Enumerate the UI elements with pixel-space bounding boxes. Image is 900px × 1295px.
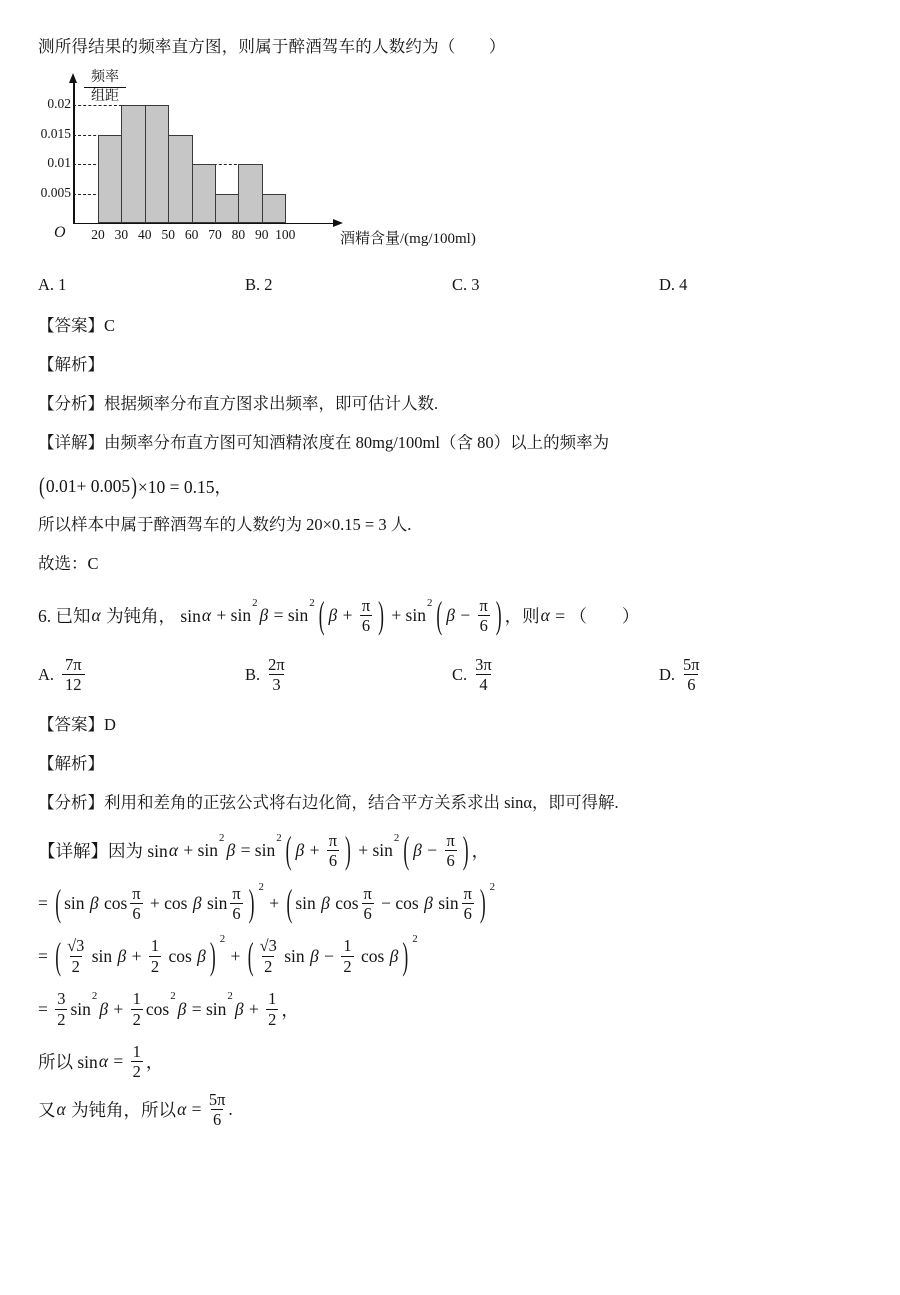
math-text: + bbox=[264, 893, 284, 914]
exponent: 2 bbox=[489, 880, 496, 893]
math-variable: α bbox=[91, 605, 101, 626]
q5-choice: 故选：C bbox=[38, 554, 99, 573]
math-variable: α bbox=[168, 840, 178, 861]
fraction-denominator: 2 bbox=[57, 1009, 66, 1029]
q6-step2 bbox=[38, 933, 860, 977]
math-text: sin bbox=[433, 893, 459, 914]
parenthesis: ( bbox=[436, 593, 443, 637]
q6-option-b bbox=[245, 655, 452, 696]
math-text: − bbox=[319, 945, 339, 966]
math-text: sin bbox=[202, 893, 228, 914]
fraction bbox=[131, 1042, 143, 1082]
x-tick-100: 100 bbox=[275, 227, 296, 242]
q6-option-c-label: C. bbox=[452, 664, 468, 684]
q5-analysis: 【分析】根据频率分布直方图求出频率，即可估计人数. bbox=[38, 394, 439, 413]
fraction-denominator: 6 bbox=[446, 851, 455, 871]
x-tick-30: 30 bbox=[114, 227, 129, 242]
q6-option-d-fraction: $\frac{5\pi}{6}$ bbox=[683, 654, 700, 695]
fraction-denominator: 2 bbox=[343, 956, 352, 976]
exponent: 2 bbox=[91, 990, 98, 1003]
fraction-numerator: 5π bbox=[208, 1089, 226, 1109]
q6-analysis-header: 【解析】 bbox=[38, 753, 104, 773]
math-text: = bbox=[38, 945, 53, 966]
fraction-numerator: √3 bbox=[67, 936, 85, 956]
parenthesis: ) bbox=[248, 880, 255, 924]
math-variable: β bbox=[446, 605, 455, 626]
fraction-numerator: π bbox=[132, 883, 141, 903]
q6-option-d-label: D. bbox=[659, 664, 676, 684]
math-text: cos bbox=[145, 998, 170, 1019]
fraction-denominator: 6 bbox=[361, 616, 371, 636]
q6-detail bbox=[38, 828, 860, 872]
fraction bbox=[478, 596, 490, 636]
fraction-denominator: 6 bbox=[463, 904, 472, 924]
fraction bbox=[362, 884, 374, 924]
fraction-numerator: π bbox=[479, 596, 488, 615]
x-tick-90: 90 bbox=[255, 227, 269, 242]
q5-option-b: B. 2 bbox=[245, 275, 273, 294]
y-tick-0.02: 0.02 bbox=[47, 96, 71, 111]
math-variable: β bbox=[226, 840, 236, 861]
q5-formula bbox=[38, 471, 860, 501]
math-variable: β bbox=[321, 893, 330, 914]
y-axis-label-numerator: 频率 bbox=[91, 70, 119, 85]
exponent: 2 bbox=[393, 831, 400, 844]
fraction-numerator: 1 bbox=[132, 989, 141, 1009]
y-axis-label-denominator: 组距 bbox=[84, 87, 126, 106]
q5-answer: 【答案】C bbox=[38, 316, 116, 335]
fraction-numerator: π bbox=[328, 830, 338, 850]
q6-step1 bbox=[38, 880, 860, 924]
math-text: + sin bbox=[386, 605, 426, 626]
q6-option-c-fraction: $\frac{3\pi}{4}$ bbox=[475, 654, 492, 695]
math-variable: β bbox=[328, 605, 338, 626]
math-text: + sin bbox=[353, 840, 393, 861]
math-text: − bbox=[455, 605, 475, 626]
y-tick-0.015: 0.015 bbox=[40, 125, 71, 141]
fraction-numerator: π bbox=[463, 883, 472, 903]
x-tick-50: 50 bbox=[161, 227, 175, 242]
parenthesis: ( bbox=[55, 933, 62, 977]
frequency-histogram bbox=[38, 70, 508, 259]
x-axis-arrow-icon bbox=[333, 219, 343, 227]
q5-option-c: C. 3 bbox=[452, 275, 480, 294]
parenthesis: ( bbox=[403, 828, 410, 872]
math-variable: β bbox=[259, 605, 269, 626]
fraction bbox=[327, 831, 339, 871]
x-tick-60: 60 bbox=[184, 227, 199, 242]
exponent: 2 bbox=[219, 933, 226, 946]
math-text: 【详解】因为 sin bbox=[38, 841, 168, 862]
parenthesis: ) bbox=[462, 828, 469, 872]
parenthesis: ( bbox=[55, 880, 62, 924]
fraction-denominator: 2 bbox=[264, 956, 273, 976]
q6-option-d bbox=[659, 655, 700, 696]
fraction-numerator: π bbox=[363, 883, 372, 903]
parenthesis: ( bbox=[285, 828, 292, 872]
fraction bbox=[260, 936, 277, 976]
math-text: sin bbox=[87, 945, 117, 966]
fraction bbox=[266, 989, 278, 1029]
histogram-bar-70-80 bbox=[215, 194, 240, 224]
question6-stem bbox=[38, 593, 860, 637]
q6-option-a bbox=[38, 655, 245, 696]
exponent: 2 bbox=[276, 831, 282, 844]
fraction-numerator: π bbox=[232, 883, 241, 903]
fraction bbox=[230, 884, 242, 924]
histogram-bar-50-60 bbox=[168, 135, 193, 224]
parenthesis: ) bbox=[378, 593, 384, 637]
math-variable: α bbox=[201, 605, 212, 626]
q5-analysis-header: 【解析】 bbox=[38, 355, 104, 374]
fraction-denominator: 2 bbox=[71, 956, 80, 976]
origin-label: O bbox=[54, 224, 66, 241]
fraction-denominator: 6 bbox=[232, 904, 241, 924]
math-variable: β bbox=[413, 840, 422, 861]
histogram-bar-30-40 bbox=[121, 105, 146, 223]
fraction-denominator: 2 bbox=[132, 1062, 141, 1082]
fraction-denominator: 6 bbox=[363, 904, 372, 924]
math-text: + bbox=[244, 998, 264, 1019]
fraction-denominator: 6 bbox=[213, 1110, 222, 1130]
math-text: 为钝角， sin bbox=[101, 606, 201, 627]
math-text: − cos bbox=[376, 893, 424, 914]
exponent: 2 bbox=[309, 597, 315, 609]
math-text: sin bbox=[64, 893, 89, 914]
math-text: ，则 bbox=[504, 606, 540, 627]
x-tick-40: 40 bbox=[138, 227, 152, 242]
fraction-numerator: 1 bbox=[132, 1042, 141, 1062]
question5-stem: 测所得结果的频率直方图，则属于醉酒驾车的人数约为（ ） bbox=[38, 37, 506, 56]
math-text: = bbox=[38, 998, 53, 1019]
math-text: + bbox=[338, 605, 357, 626]
math-text: . bbox=[228, 1099, 233, 1120]
fraction-numerator: 1 bbox=[150, 936, 160, 956]
math-variable: β bbox=[197, 945, 206, 966]
parenthesis: ( bbox=[247, 933, 254, 977]
math-variable: β bbox=[234, 998, 244, 1019]
histogram-bar-80-90 bbox=[238, 164, 263, 223]
q5-detail: 【详解】由频率分布直方图可知酒精浓度在 80mg/100ml（含 80）以上的频率为 bbox=[38, 433, 610, 452]
math-variable: β bbox=[295, 840, 305, 861]
y-axis-arrow-icon bbox=[69, 73, 77, 83]
x-axis-label: 酒精含量/(mg/100ml) bbox=[340, 231, 476, 247]
math-text: + bbox=[226, 945, 245, 966]
math-text: = sin bbox=[269, 605, 309, 626]
math-text: = bbox=[187, 1099, 206, 1120]
parenthesis: ( bbox=[39, 471, 45, 500]
math-variable: α bbox=[540, 605, 550, 626]
math-variable: β bbox=[89, 893, 99, 914]
histogram-bar-60-70 bbox=[192, 164, 217, 223]
math-text: = bbox=[38, 893, 53, 914]
fraction-numerator: 1 bbox=[268, 989, 277, 1009]
math-text: + sin bbox=[212, 605, 252, 626]
math-text: + bbox=[305, 840, 324, 861]
parenthesis: ) bbox=[131, 471, 137, 500]
parenthesis: ) bbox=[345, 828, 351, 872]
fraction-denominator: 6 bbox=[132, 904, 141, 924]
parenthesis: ) bbox=[402, 933, 409, 977]
math-text: cos bbox=[356, 945, 389, 966]
q5-option-d: D. 4 bbox=[659, 275, 688, 294]
math-text: + cos bbox=[145, 893, 192, 914]
exponent: 2 bbox=[219, 831, 225, 844]
q6-options-row bbox=[38, 652, 860, 698]
exponent: 2 bbox=[252, 597, 258, 609]
q5-options-row bbox=[38, 275, 860, 295]
parenthesis: ) bbox=[495, 593, 502, 637]
fraction bbox=[445, 831, 457, 871]
math-text: 6. 已知 bbox=[38, 606, 91, 627]
math-text: cos bbox=[164, 945, 197, 966]
math-text: + bbox=[109, 998, 128, 1019]
fraction bbox=[130, 884, 142, 924]
y-tick-0.005: 0.005 bbox=[40, 184, 71, 200]
histogram-bar-90-100 bbox=[262, 194, 287, 224]
q6-step3 bbox=[38, 989, 860, 1029]
q6-step4 bbox=[38, 1042, 860, 1082]
q6-option-b-label: B. bbox=[245, 664, 261, 684]
histogram-bar-40-50 bbox=[145, 105, 170, 223]
fraction bbox=[131, 989, 143, 1029]
fraction bbox=[67, 936, 84, 976]
math-text: cos bbox=[99, 893, 128, 914]
x-tick-80: 80 bbox=[231, 227, 246, 242]
histogram-bar-20-30 bbox=[98, 135, 123, 224]
fraction-denominator: 2 bbox=[268, 1009, 277, 1029]
parenthesis: ) bbox=[479, 880, 486, 924]
math-variable: α bbox=[56, 1099, 66, 1120]
parenthesis: ( bbox=[286, 880, 293, 924]
math-variable: α bbox=[98, 1051, 108, 1072]
fraction bbox=[360, 596, 372, 636]
math-text: cos bbox=[330, 893, 359, 914]
math-text: = sin bbox=[236, 840, 276, 861]
math-text: 0.01+ 0.005 bbox=[45, 475, 131, 496]
fraction-numerator: √3 bbox=[259, 936, 277, 956]
y-axis-label bbox=[84, 69, 126, 106]
math-text: + bbox=[127, 945, 146, 966]
math-text: ×10 = 0.15， bbox=[137, 476, 233, 497]
q6-option-b-fraction: $\frac{2\pi}{3}$ bbox=[268, 654, 285, 695]
math-variable: β bbox=[310, 945, 319, 966]
q6-analysis: 【分析】利用和差角的正弦公式将右边化简，结合平方关系求出 sinα，即可得解. bbox=[38, 792, 619, 812]
math-variable: β bbox=[99, 998, 109, 1019]
math-variable: β bbox=[117, 945, 127, 966]
math-variable: β bbox=[192, 893, 202, 914]
q6-option-a-label: A. bbox=[38, 664, 55, 684]
fraction-denominator: 2 bbox=[132, 1009, 141, 1029]
fraction bbox=[209, 1090, 226, 1130]
math-text: 所以 sin bbox=[38, 1052, 98, 1073]
math-text: sin bbox=[279, 945, 310, 966]
exponent: 2 bbox=[412, 933, 418, 946]
math-text: sin bbox=[295, 893, 321, 914]
fraction-denominator: 6 bbox=[328, 851, 338, 871]
math-text: 又 bbox=[38, 1100, 56, 1121]
parenthesis: ( bbox=[318, 593, 325, 637]
y-axis bbox=[73, 82, 75, 224]
exponent: 2 bbox=[426, 597, 433, 609]
x-tick-20: 20 bbox=[91, 227, 105, 242]
math-text: ， bbox=[281, 999, 299, 1020]
math-text: = （ ） bbox=[550, 606, 640, 627]
y-tick-0.01: 0.01 bbox=[47, 155, 71, 170]
q5-conclusion: 所以样本中属于醉酒驾车的人数约为 20×0.15 = 3 人. bbox=[38, 515, 412, 534]
fraction-denominator: 6 bbox=[479, 616, 488, 636]
fraction bbox=[462, 884, 474, 924]
math-text: ， bbox=[145, 1052, 164, 1073]
math-variable: β bbox=[424, 893, 433, 914]
fraction-numerator: π bbox=[361, 596, 371, 615]
math-variable: β bbox=[177, 998, 187, 1019]
exponent: 2 bbox=[170, 990, 176, 1003]
q6-answer: 【答案】D bbox=[38, 714, 116, 734]
math-variable: α bbox=[177, 1099, 187, 1120]
math-text: − bbox=[422, 840, 442, 861]
exponent: 2 bbox=[258, 880, 264, 893]
fraction bbox=[341, 936, 353, 976]
exponent: 2 bbox=[227, 990, 233, 1003]
fraction bbox=[55, 989, 67, 1029]
q5-option-a: A. 1 bbox=[38, 275, 67, 294]
math-text: ， bbox=[471, 841, 490, 862]
fraction-numerator: 1 bbox=[343, 936, 352, 956]
math-text: + sin bbox=[179, 840, 219, 861]
q6-option-c bbox=[452, 655, 659, 696]
fraction bbox=[149, 936, 161, 976]
math-text: = bbox=[109, 1051, 128, 1072]
parenthesis: ) bbox=[209, 933, 216, 977]
q6-step5 bbox=[38, 1090, 860, 1130]
fraction-numerator: π bbox=[446, 830, 455, 850]
math-text: sin bbox=[70, 998, 91, 1019]
math-text: = sin bbox=[187, 998, 227, 1019]
x-tick-70: 70 bbox=[208, 227, 222, 242]
q6-option-a-fraction: $\frac{7\pi}{12}$ bbox=[62, 655, 85, 696]
math-variable: β bbox=[389, 945, 399, 966]
fraction-numerator: 3 bbox=[57, 989, 66, 1009]
fraction-denominator: 2 bbox=[150, 956, 160, 976]
math-text: 为钝角，所以 bbox=[66, 1100, 177, 1121]
